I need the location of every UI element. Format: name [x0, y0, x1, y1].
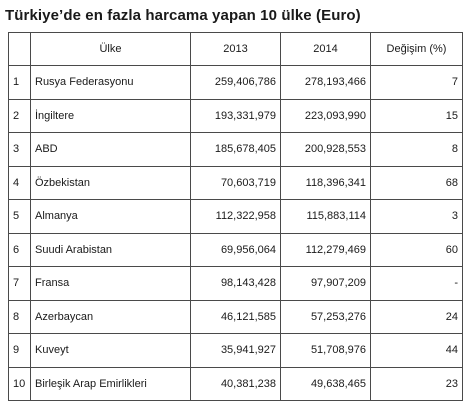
country-cell: Suudi Arabistan	[31, 233, 191, 267]
value-2014-cell: 97,907,209	[281, 267, 371, 301]
value-2013-cell: 69,956,064	[191, 233, 281, 267]
change-cell: -	[371, 267, 463, 301]
table-row	[9, 300, 463, 334]
value-2014-cell: 118,396,341	[281, 166, 371, 200]
value-2013-cell: 35,941,927	[191, 334, 281, 368]
value-2014-cell: 51,708,976	[281, 334, 371, 368]
value-2013-cell: 46,121,585	[191, 300, 281, 334]
rank-cell: 10	[9, 367, 31, 401]
value-2013-cell: 259,406,786	[191, 66, 281, 100]
rank-cell: 7	[9, 267, 31, 301]
change-cell: 8	[371, 133, 463, 167]
change-cell: 3	[371, 200, 463, 234]
table-row	[9, 133, 463, 167]
table-row	[9, 233, 463, 267]
rank-cell: 9	[9, 334, 31, 368]
change-cell: 24	[371, 300, 463, 334]
value-2013-cell: 98,143,428	[191, 267, 281, 301]
value-2013-cell: 112,322,958	[191, 200, 281, 234]
table-row	[9, 200, 463, 234]
page-title: Türkiye’de en fazla harcama yapan 10 ülke (Euro)	[5, 7, 361, 24]
table-row	[9, 99, 463, 133]
value-2013-cell: 185,678,405	[191, 133, 281, 167]
value-2014-cell: 223,093,990	[281, 99, 371, 133]
table-row	[9, 66, 463, 100]
table-row	[9, 367, 463, 401]
country-cell: Almanya	[31, 200, 191, 234]
header-country: Ülke	[31, 33, 191, 66]
header-2014: 2014	[281, 33, 371, 66]
rank-cell: 2	[9, 99, 31, 133]
value-2014-cell: 57,253,276	[281, 300, 371, 334]
country-cell: Fransa	[31, 267, 191, 301]
country-cell: İngiltere	[31, 99, 191, 133]
country-cell: Birleşik Arap Emirlikleri	[31, 367, 191, 401]
rank-cell: 5	[9, 200, 31, 234]
country-cell: Özbekistan	[31, 166, 191, 200]
country-cell: Rusya Federasyonu	[31, 66, 191, 100]
header-rank	[9, 33, 31, 66]
rank-cell: 6	[9, 233, 31, 267]
header-2013: 2013	[191, 33, 281, 66]
rank-cell: 8	[9, 300, 31, 334]
value-2014-cell: 200,928,553	[281, 133, 371, 167]
country-cell: ABD	[31, 133, 191, 167]
rank-cell: 1	[9, 66, 31, 100]
header-change: Değişim (%)	[371, 33, 463, 66]
rank-cell: 3	[9, 133, 31, 167]
value-2014-cell: 278,193,466	[281, 66, 371, 100]
rank-cell: 4	[9, 166, 31, 200]
country-cell: Kuveyt	[31, 334, 191, 368]
table-row	[9, 267, 463, 301]
spending-table	[8, 32, 463, 401]
table-header-row	[9, 33, 463, 66]
country-cell: Azerbaycan	[31, 300, 191, 334]
value-2014-cell: 115,883,114	[281, 200, 371, 234]
value-2013-cell: 70,603,719	[191, 166, 281, 200]
change-cell: 68	[371, 166, 463, 200]
change-cell: 23	[371, 367, 463, 401]
table-row	[9, 166, 463, 200]
change-cell: 60	[371, 233, 463, 267]
value-2013-cell: 193,331,979	[191, 99, 281, 133]
value-2014-cell: 112,279,469	[281, 233, 371, 267]
change-cell: 44	[371, 334, 463, 368]
value-2014-cell: 49,638,465	[281, 367, 371, 401]
value-2013-cell: 40,381,238	[191, 367, 281, 401]
change-cell: 7	[371, 66, 463, 100]
table-row	[9, 334, 463, 368]
change-cell: 15	[371, 99, 463, 133]
